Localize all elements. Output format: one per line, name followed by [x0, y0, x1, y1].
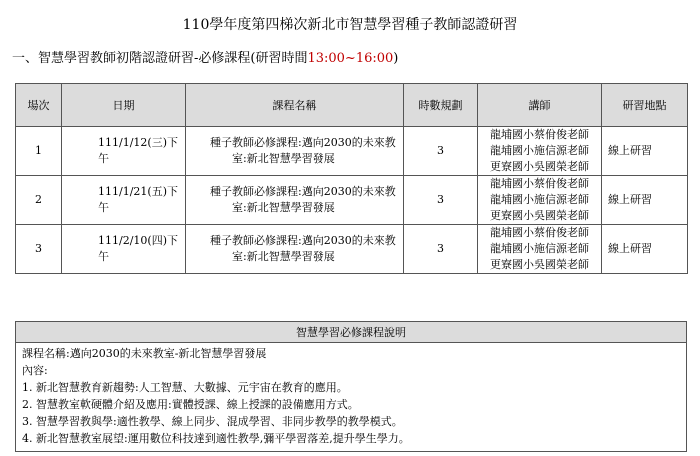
lecturer-cell	[478, 225, 602, 274]
course-line: 種子教師必修課程:邁向2030的未來教	[210, 234, 396, 247]
header-course: 課程名稱	[186, 84, 404, 127]
schedule-table	[15, 83, 688, 274]
table-row	[16, 225, 688, 274]
page-title: 110學年度第四梯次新北市智慧學習種子教師認證研習	[182, 17, 518, 33]
session-cell: 3	[16, 225, 62, 274]
course-line: 室:新北智慧學習發展	[232, 152, 335, 165]
header-session: 場次	[16, 84, 62, 127]
course-info-table	[15, 321, 687, 452]
hours-cell: 3	[404, 225, 478, 274]
table-row	[16, 176, 688, 225]
info-body	[16, 343, 687, 452]
section-time: 13:00~16:00	[307, 51, 394, 66]
course-line: 種子教師必修課程:邁向2030的未來教	[210, 185, 396, 198]
lecturer-cell	[478, 176, 602, 225]
header-lecturer: 講師	[478, 84, 602, 127]
section-heading-text: 一、智慧學習教師初階認證研習-必修課程(研習時間	[12, 51, 308, 66]
course-cell	[186, 127, 404, 176]
course-line: 室:新北智慧學習發展	[232, 201, 335, 214]
place-cell: 線上研習	[602, 176, 688, 225]
lecturer-cell	[478, 127, 602, 176]
hours-cell: 3	[404, 127, 478, 176]
date-cell: 111/1/21(五)下午	[62, 176, 186, 225]
lecturer-name: 更寮國小吳國榮老師	[490, 160, 589, 173]
lecturer-name: 龍埔國小蔡佾俊老師	[490, 177, 589, 190]
hours-cell: 3	[404, 176, 478, 225]
info-item: 1. 新北智慧教育新趨勢:人工智慧、大數據、元宇宙在教育的應用。	[22, 381, 348, 394]
lecturer-name: 更寮國小吳國榮老師	[490, 209, 589, 222]
info-course-name: 課程名稱:邁向2030的未來教室-新北智慧學習發展	[22, 347, 267, 360]
place-cell: 線上研習	[602, 127, 688, 176]
session-cell: 2	[16, 176, 62, 225]
session-cell: 1	[16, 127, 62, 176]
section-heading-close: )	[393, 51, 399, 66]
header-date: 日期	[62, 84, 186, 127]
info-item: 4. 新北智慧教室展望:運用數位科技達到適性教學,彌平學習落差,提升學生學力。	[22, 432, 410, 445]
lecturer-name: 龍埔國小施信源老師	[490, 242, 589, 255]
table-row	[16, 127, 688, 176]
date-cell: 111/2/10(四)下午	[62, 225, 186, 274]
place-cell: 線上研習	[602, 225, 688, 274]
info-header: 智慧學習必修課程說明	[16, 322, 687, 343]
lecturer-name: 龍埔國小施信源老師	[490, 193, 589, 206]
course-line: 種子教師必修課程:邁向2030的未來教	[210, 136, 396, 149]
course-cell	[186, 176, 404, 225]
course-line: 室:新北智慧學習發展	[232, 250, 335, 263]
course-cell	[186, 225, 404, 274]
date-cell: 111/1/12(三)下午	[62, 127, 186, 176]
info-item: 3. 智慧學習教與學:適性教學、線上同步、混成學習、非同步教學的教學模式。	[22, 415, 403, 428]
lecturer-name: 龍埔國小施信源老師	[490, 144, 589, 157]
header-hours: 時數規劃	[404, 84, 478, 127]
info-content-label: 內容:	[22, 364, 48, 377]
section-heading	[12, 50, 398, 68]
schedule-header-row	[16, 84, 688, 127]
lecturer-name: 更寮國小吳國榮老師	[490, 258, 589, 271]
lecturer-name: 龍埔國小蔡佾俊老師	[490, 128, 589, 141]
info-item: 2. 智慧教室軟硬體介紹及應用:實體授課、線上授課的設備應用方式。	[22, 398, 359, 411]
lecturer-name: 龍埔國小蔡佾俊老師	[490, 226, 589, 239]
header-place: 研習地點	[602, 84, 688, 127]
